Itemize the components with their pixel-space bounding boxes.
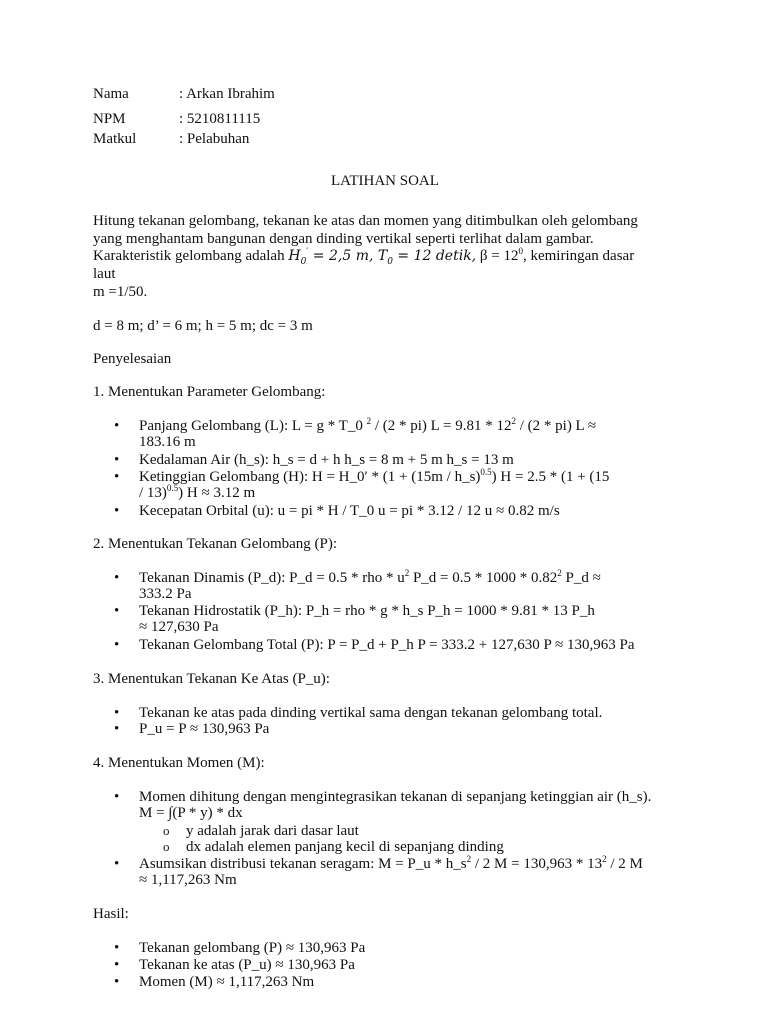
math-rest: = 2,5 m, T: [308, 248, 388, 264]
beta-sup: 0: [518, 246, 523, 256]
superscript: 2: [511, 416, 516, 426]
text-part: ≈ 1,117,263 Nm: [139, 872, 237, 888]
problem-params: d = 8 m; d’ = 6 m; h = 5 m; dc = 3 m: [93, 318, 313, 334]
problem-line-3-prefix: Karakteristik gelombang adalah: [93, 248, 289, 264]
superscript: 2: [366, 416, 372, 426]
math-t-sub: 0: [387, 256, 393, 267]
nama-label: Nama: [93, 86, 129, 102]
text-part: Panjang Gelombang (L): L = g * T_0: [139, 418, 367, 434]
bullet-icon: •: [114, 705, 120, 721]
nama-value: : Arkan Ibrahim: [179, 86, 275, 102]
section-4-heading: 4. Menentukan Momen (M):: [93, 755, 265, 771]
text-part: / 2 M = 130,963 * 13: [471, 856, 603, 872]
npm-label: NPM: [93, 111, 126, 127]
bullet-icon: •: [114, 856, 120, 872]
text-part: ≈ 127,630 Pa: [139, 619, 219, 635]
superscript: 2: [404, 568, 410, 578]
text-part: / (2 * pi) L ≈: [515, 418, 597, 434]
bullet-text: [139, 418, 699, 450]
bullet-icon: •: [114, 469, 120, 485]
text-part: Tekanan Hidrostatik (P_h): P_h = rho * g * h_s P_h = 1000 * 9.81 * 13 P_h: [139, 603, 595, 619]
text-part: / 2 M: [606, 856, 643, 872]
bullet-icon: •: [114, 789, 120, 805]
section-1-heading: 1. Menentukan Parameter Gelombang:: [93, 384, 326, 400]
text-part: Asumsikan distribusi tekanan seragam: M = P_u * h_s: [139, 856, 467, 872]
bullet-text: Momen (M) ≈ 1,117,263 Nm: [139, 974, 315, 990]
bullet-text: [139, 603, 699, 635]
matkul-label: Matkul: [93, 131, 137, 147]
matkul-value: : Pelabuhan: [179, 131, 250, 147]
bullet-text: [139, 469, 699, 501]
math-rest2: = 12 detik,: [392, 248, 477, 264]
sub-bullet-text: dx adalah elemen panjang kecil di sepanjang dinding: [186, 839, 504, 855]
bullet-text: [139, 570, 699, 602]
npm-value: : 5210811115: [179, 111, 261, 127]
bullet-text: [139, 856, 699, 888]
problem-line-4: laut: [93, 266, 116, 282]
solution-heading: Penyelesaian: [93, 351, 172, 367]
bullet-icon: •: [114, 721, 120, 737]
text-part: 183.16 m: [139, 434, 196, 450]
bullet-icon: •: [114, 603, 120, 619]
text-part: ) H ≈ 3.12 m: [178, 485, 256, 501]
problem-line-1: Hitung tekanan gelombang, tekanan ke atas dan momen yang ditimbulkan oleh gelombang: [93, 213, 638, 229]
beta-value: β = 12: [476, 248, 519, 264]
bullet-icon: •: [114, 974, 120, 990]
nama-row: [93, 86, 275, 103]
text-part: Momen dihitung dengan mengintegrasikan tekanan di sepanjang ketinggian air (h_s).: [139, 789, 652, 805]
matkul-row: [93, 131, 249, 148]
math-h-sub: 0: [300, 256, 307, 267]
bullet-icon: •: [114, 957, 120, 973]
superscript: 0.5: [480, 467, 492, 477]
problem-line-2: yang menghantam bangunan dengan dinding vertikal seperti terlihat dalam gambar.: [93, 231, 594, 247]
text-part: Tekanan Dinamis (P_d): P_d = 0.5 * rho * u: [139, 570, 405, 586]
bullet-text: Tekanan ke atas pada dinding vertikal sama dengan tekanan gelombang total.: [139, 705, 603, 721]
bullet-icon: •: [114, 940, 120, 956]
problem-line-5: m =1/50.: [93, 284, 148, 300]
text-part: / (2 * pi) L = 9.81 * 12: [371, 418, 512, 434]
superscript: 2: [466, 854, 472, 864]
superscript: 2: [602, 854, 607, 864]
bullet-text: [139, 789, 699, 821]
bullet-icon: •: [114, 637, 120, 653]
bullet-text: Kedalaman Air (h_s): h_s = d + h h_s = 8 m + 5 m h_s = 13 m: [139, 452, 514, 468]
text-part: 333.2 Pa: [139, 586, 192, 602]
bullet-text: Tekanan gelombang (P) ≈ 130,963 Pa: [139, 940, 366, 956]
sub-bullet-text: y adalah jarak dari dasar laut: [186, 823, 359, 839]
bullet-text: Tekanan Gelombang Total (P): P = P_d + P_h P = 333.2 + 127,630 P ≈ 130,963 Pa: [139, 637, 635, 653]
bullet-icon: •: [114, 418, 120, 434]
bullet-text: P_u = P ≈ 130,963 Pa: [139, 721, 270, 737]
math-h: H: [288, 248, 301, 264]
problem-line-3: [93, 248, 634, 265]
bullet-icon: •: [114, 452, 120, 468]
result-heading: Hasil:: [93, 906, 129, 922]
text-part: Ketinggian Gelombang (H): H = H_0′ * (1 + (15m / h_s): [139, 469, 481, 485]
superscript: 0.5: [166, 483, 179, 493]
npm-row: [93, 111, 260, 128]
section-3-heading: 3. Menentukan Tekanan Ke Atas (P_u):: [93, 671, 330, 687]
bullet-icon: •: [114, 503, 120, 519]
bullet-text: Kecepatan Orbital (u): u = pi * H / T_0 u = pi * 3.12 / 12 u ≈ 0.82 m/s: [139, 503, 560, 519]
sub-bullet-icon: o: [163, 839, 170, 854]
bullet-icon: •: [114, 570, 120, 586]
wave-formula: [288, 247, 477, 267]
text-part: M = ∫(P * y) * dx: [139, 805, 243, 821]
page-title: LATIHAN SOAL: [331, 173, 439, 189]
text-part: P_d ≈: [561, 570, 601, 586]
bullet-text: Tekanan ke atas (P_u) ≈ 130,963 Pa: [139, 957, 355, 973]
section-2-heading: 2. Menentukan Tekanan Gelombang (P):: [93, 536, 338, 552]
math-h-prime: ′: [306, 247, 309, 258]
problem-line-3-suffix: , kemiringan dasar: [522, 248, 635, 264]
text-part: P_d = 0.5 * 1000 * 0.82: [409, 570, 558, 586]
superscript: 2: [557, 568, 562, 578]
text-part: / 13): [139, 485, 167, 501]
text-part: ) H = 2.5 * (1 + (15: [491, 469, 610, 485]
sub-bullet-icon: o: [163, 823, 170, 838]
